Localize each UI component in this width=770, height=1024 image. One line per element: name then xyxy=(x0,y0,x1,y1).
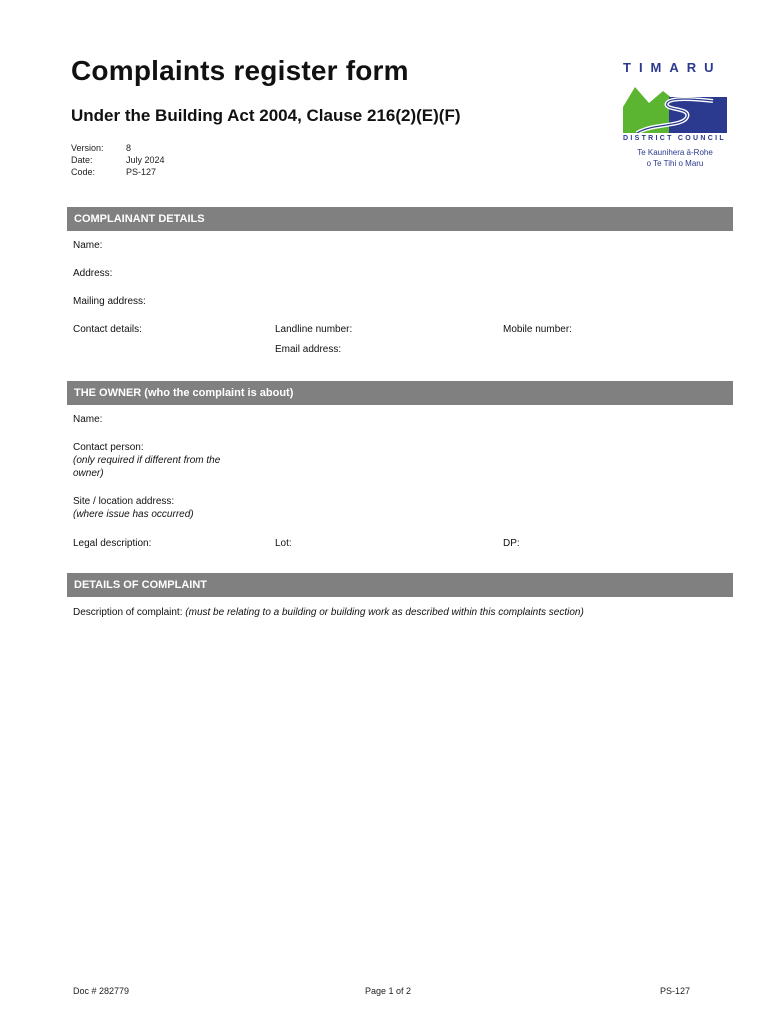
complainant-name-label: Name: xyxy=(73,240,103,251)
owner-legal-label: Legal description: xyxy=(73,538,152,549)
logo-brand-text: TIMARU xyxy=(623,60,722,75)
complaint-description-label: Description of complaint: xyxy=(73,607,183,618)
logo-maori-text xyxy=(623,147,727,169)
complainant-email-label: Email address: xyxy=(275,344,342,355)
owner-lot-label: Lot: xyxy=(275,538,292,549)
owner-contact-person-label: Contact person: xyxy=(73,442,144,453)
logo-district-text: DISTRICT COUNCIL xyxy=(623,135,726,142)
complainant-mobile-label: Mobile number: xyxy=(503,324,572,335)
logo-maori-line-1: Te Kaunihera ā-Rohe xyxy=(637,148,713,157)
document-meta xyxy=(71,143,191,183)
page-title: Complaints register form xyxy=(71,55,409,86)
meta-version-value: 8 xyxy=(126,143,132,153)
meta-date-label: Date: xyxy=(71,155,93,165)
meta-version xyxy=(71,143,191,155)
footer-code: PS-127 xyxy=(660,986,691,996)
complainant-mailing-label: Mailing address: xyxy=(73,296,146,307)
complaint-description xyxy=(73,607,584,618)
owner-contact-note-line-1: (only required if different from the xyxy=(73,455,221,466)
owner-name-label: Name: xyxy=(73,414,103,425)
complainant-address-label: Address: xyxy=(73,268,113,279)
meta-date xyxy=(71,155,191,167)
meta-code xyxy=(71,167,191,179)
owner-site-note: (where issue has occurred) xyxy=(73,509,194,520)
logo-maori-line-2: o Te Tihi o Maru xyxy=(646,159,704,168)
owner-contact-note-line-2: owner) xyxy=(73,468,104,479)
owner-dp-label: DP: xyxy=(503,538,520,549)
logo-landscape-icon xyxy=(623,77,727,133)
page-subtitle: Under the Building Act 2004, Clause 216(2)(E)(F) xyxy=(71,106,461,125)
meta-code-value: PS-127 xyxy=(126,167,157,177)
footer-page-number: Page 1 of 2 xyxy=(365,986,412,996)
meta-version-label: Version: xyxy=(71,143,104,153)
footer-doc-number: Doc # 282779 xyxy=(73,986,130,996)
meta-code-label: Code: xyxy=(71,167,96,177)
council-logo xyxy=(623,60,727,169)
complainant-landline-label: Landline number: xyxy=(275,324,353,335)
section-details-header: DETAILS OF COMPLAINT xyxy=(67,573,733,597)
owner-site-label: Site / location address: xyxy=(73,496,175,507)
section-owner-header: THE OWNER (who the complaint is about) xyxy=(67,381,733,405)
meta-date-value: July 2024 xyxy=(126,155,165,165)
complaint-description-note: (must be relating to a building or building work as described within this complaints section) xyxy=(185,607,584,618)
section-complainant-header: COMPLAINANT DETAILS xyxy=(67,207,733,231)
complainant-contact-label: Contact details: xyxy=(73,324,142,335)
